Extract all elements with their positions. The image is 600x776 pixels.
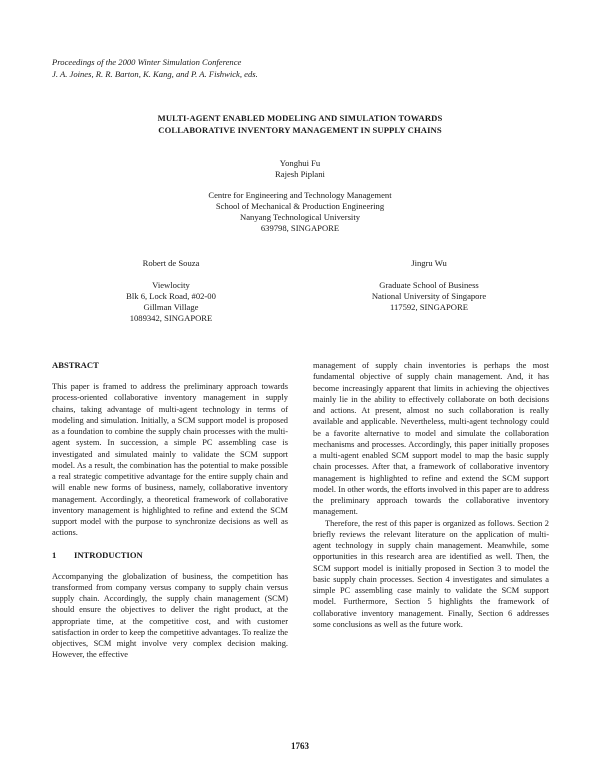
title-line-2: COLLABORATIVE INVENTORY MANAGEMENT IN SUPPLY CHAINS: [158, 125, 442, 135]
section-number: 1: [52, 549, 57, 560]
intro-paragraph-1: Accompanying the globalization of business, the competition has transformed from company versus company to supply chain versus supply chain. Accordingly, the supply chain management (SCM) should ensure the objectives to deliver the right product, at the appropriate time, at the competitive cost, and with customer satisfaction in order to keep the competitive advantages. To realize the objectives, SCM might involve very complex decision making. However, the effective: [52, 571, 288, 660]
introduction-heading: [52, 550, 288, 561]
author-name: Yonghui Fu: [279, 158, 321, 168]
author-name: Rajesh Piplani: [275, 169, 325, 179]
affiliation-line: Graduate School of Business: [379, 280, 479, 290]
affiliation-line: School of Mechanical & Production Engineering: [215, 201, 385, 211]
abstract-text: This paper is framed to address the preliminary approach towards process-oriented collaborative inventory management in supply chains, taking advantage of multi-agent technology in terms of modeling and simulation. Initially, a SCM support model is proposed as a foundation to combine the supply chain processes with the multi-agent system. In succession, a simple PC assembling case is investigated and simulated mainly to validate the SCM support model. As a result, the combination has the potential to make possible a real strategic competitive advantage for the entire supply chain and will enable new forms of business, namely, collaborative inventory management. Accordingly, a theoretical framework of collaborative inventory management is highlighted to refine and extend the SCM support model with the purpose to synchronize decisions as well as actions.: [52, 382, 288, 538]
author-name: Robert de Souza: [142, 258, 200, 268]
editors-line: J. A. Joines, R. R. Barton, K. Kang, and P. A. Fishwick, eds.: [52, 69, 258, 79]
affiliation-line: National University of Singapore: [371, 291, 487, 301]
title-line-1: MULTI-AGENT ENABLED MODELING AND SIMULATION TOWARDS: [157, 113, 443, 123]
main-affiliation: [100, 190, 500, 234]
intro-paragraph-1-continued: management of supply chain inventories is perhaps the most fundamental objective of supply chain management. And, it has become increasingly apparent that limits in achieving the objectives mainly lie in the ability to effectively collaborate on both decisions and actions. At present, almost no such collaboration is really available and applicable. Nevertheless, multi-agent technology could be a favorite alternative to model and simulate the collaboration mechanisms and processes. Accordingly, this paper initially proposes a multi-agent enabled SCM support model to map the basic supply chain processes. After that, a framework of collaborative inventory management is highlighted to refine and extend the SCM support model. In other words, the efforts involved in this paper are to address the preliminary approach towards the collaborative inventory management.: [313, 361, 549, 517]
paper-title: [60, 112, 540, 136]
affiliation-line: 639798, SINGAPORE: [260, 223, 340, 233]
main-authors: [100, 158, 500, 180]
right-column: [313, 360, 549, 630]
proceedings-header: [52, 56, 258, 80]
section-title: INTRODUCTION: [74, 549, 143, 560]
affiliation-line: Viewlocity: [152, 280, 190, 290]
affiliation-line: Blk 6, Lock Road, #02-00: [126, 291, 216, 301]
author-name: Jingru Wu: [411, 258, 447, 268]
affiliation-line: 117592, SINGAPORE: [390, 302, 468, 312]
proceedings-line: Proceedings of the 2000 Winter Simulation Conference: [52, 57, 242, 67]
affiliation-line: 1089342, SINGAPORE: [129, 313, 213, 323]
left-column: [52, 360, 288, 661]
affiliation-line: Nanyang Technological University: [240, 212, 360, 222]
intro-paragraph-2: Therefore, the rest of this paper is organized as follows. Section 2 briefly reviews the relevant literature on the application of multi-agent technology in supply chain management. Meanwhile, some opportunities in this research area are identified as well. Then, the SCM support model is initially proposed in Section 3 to model the basic supply chain processes. Section 4 investigates and simulates a simple PC assembling case mainly to validate the SCM support model. Furthermore, Section 5 highlights the framework of collaborative inventory management. Finally, Section 6 addresses some conclusions as well as the future work.: [313, 518, 549, 629]
page-number: 1763: [291, 741, 309, 751]
affiliation-line: Gillman Village: [143, 302, 199, 312]
affiliation-line: Centre for Engineering and Technology Management: [208, 190, 392, 200]
author-block-left: [58, 258, 284, 324]
author-block-right: [316, 258, 542, 313]
abstract-heading: ABSTRACT: [52, 360, 99, 370]
